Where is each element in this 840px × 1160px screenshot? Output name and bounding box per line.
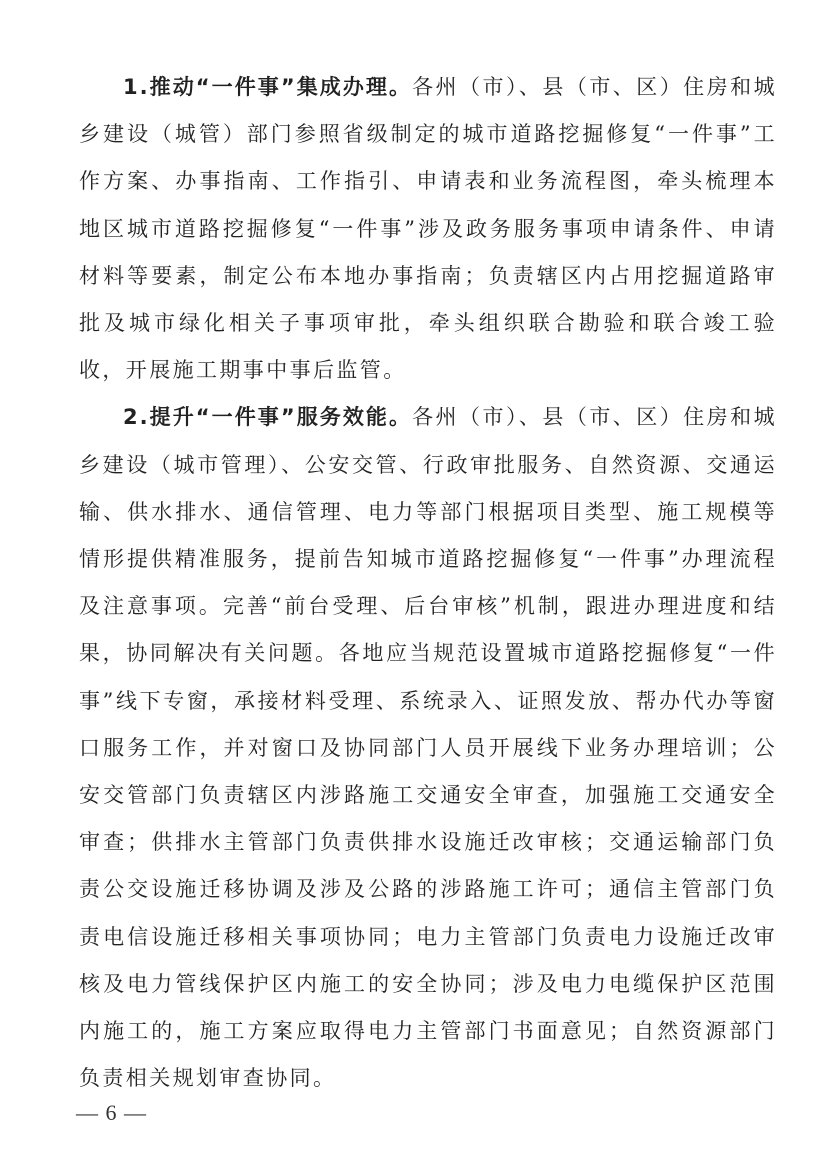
paragraph-1 <box>79 64 777 394</box>
paragraph-2-heading: 2.提升“一件事”服务效能。 <box>123 405 413 430</box>
paragraph-1-text: 各州（市）、县（市、区）住房和城乡建设（城管）部门参照省级制定的城市道路挖掘修复“一件事”工作方案、办事指南、工作指引、申请表和业务流程图，牵头梳理本地区城市道路挖掘修复“一件事”涉及政务服务事项申请条件、申请材料等要素，制定公布本地办事指南；负责辖区内占用挖掘道路审批及城市绿化相关子事项审批，牵头组织联合勘验和联合竣工验收，开展施工期事中事后监管。 <box>79 75 777 383</box>
document-body <box>79 64 777 1102</box>
paragraph-2 <box>79 394 777 1102</box>
paragraph-1-heading: 1.推动“一件事”集成办理。 <box>123 75 413 99</box>
page-number: — 6 — <box>76 1100 147 1125</box>
paragraph-2-text: 各州（市）、县（市、区）住房和城乡建设（城市管理）、公安交管、行政审批服务、自然资源、交通运输、供水排水、通信管理、电力等部门根据项目类型、施工规模等情形提供精准服务，提前告知城市道路挖掘修复“一件事”办理流程及注意事项。完善“前台受理、后台审核”机制，跟进办理进度和结果，协同解决有关问题。各地应当规范设置城市道路挖掘修复“一件事”线下专窗，承接材料受理、系统录入、证照发放、帮办代办等窗口服务工作，并对窗口及协同部门人员开展线下业务办理培训；公安交管部门负责辖区内涉路施工交通安全审查，加强施工交通安全审查；供排水主管部门负责供排水设施迁改审核；交通运输部门负责公交设施迁移协调及涉及公路的涉路施工许可；通信主管部门负责电信设施迁移相关事项协同；电力主管部门负责电力设施迁改审核及电力管线保护区内施工的安全协同；涉及电力电缆保护区范围内施工的，施工方案应取得电力主管部门书面意见；自然资源部门负责相关规划审查协同。 <box>79 405 777 1091</box>
